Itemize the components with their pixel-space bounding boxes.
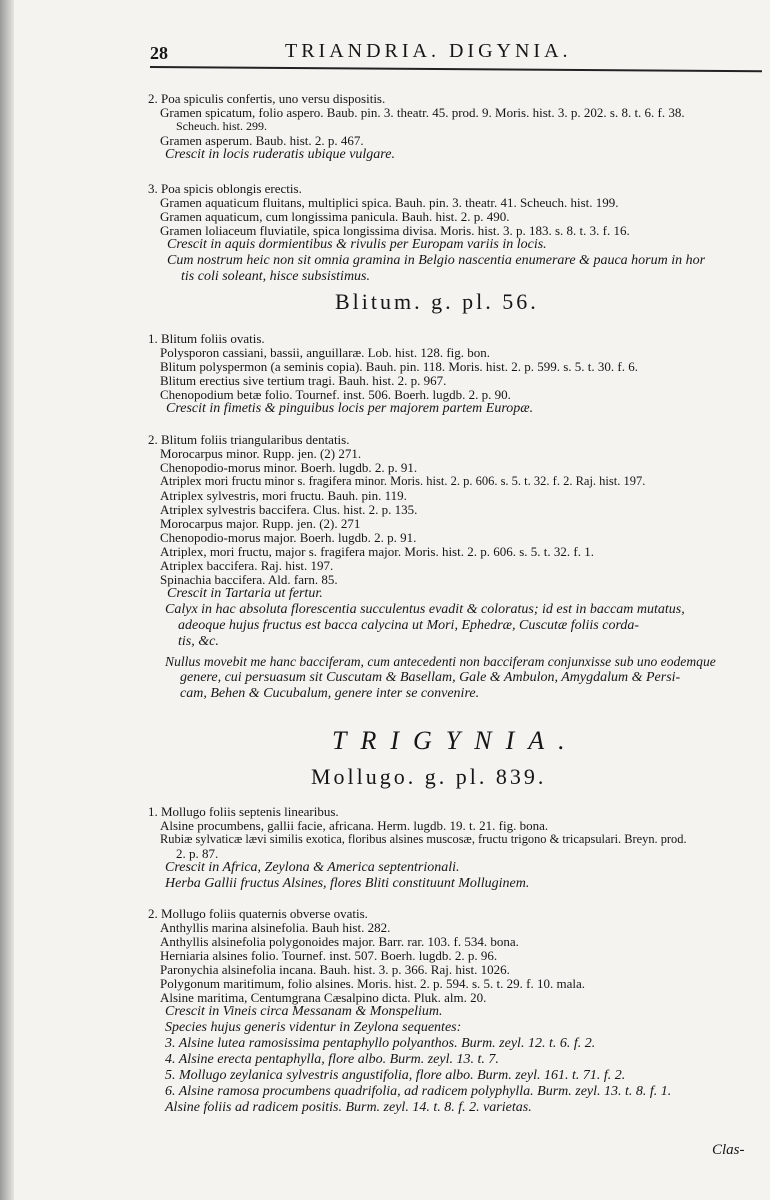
species-line: Alsine foliis ad radicem positis. Burm. zeyl. 14. t. 8. f. 2. varietas. (165, 1100, 532, 1115)
synonym-line: Morocarpus minor. Rupp. jen. (2) 271. (160, 446, 362, 461)
synonym-line: Paronychia alsinefolia incana. Bauh. hist. 3. p. 366. Raj. hist. 1026. (160, 962, 510, 977)
habitat-note: Crescit in Tartaria ut fertur. (167, 586, 323, 601)
genus-heading: Blitum. g. pl. 56. (335, 289, 539, 314)
habitat-note: Crescit in Africa, Zeylona & America septentrionali. (165, 860, 460, 875)
synonym-line: Morocarpus major. Rupp. jen. (2). 271 (160, 516, 361, 531)
commentary-line: adeoque hujus fructus est bacca calycina ut Mori, Ephedræ, Cuscutæ foliis corda- (178, 618, 640, 633)
page-edge-shadow (0, 0, 14, 1200)
commentary-line: tis, &c. (178, 634, 219, 649)
synonym-line: Alsine maritima, Centumgrana Cæsalpino dicta. Pluk. alm. 20. (160, 990, 487, 1005)
synonym-line: Chenopodio-morus major. Boerh. lugdb. 2. p. 91. (160, 530, 417, 545)
synonym-line: Scheuch. hist. 299. (176, 119, 267, 133)
synonym-line: Blitum erectius sive tertium tragi. Bauh. hist. 2. p. 967. (160, 373, 447, 388)
entry-heading: 3. Poa spicis oblongis erectis. (148, 181, 302, 196)
synonym-line: Atriplex mori fructu minor s. fragifera minor. Moris. hist. 2. p. 606. s. 5. t. 32. f. 2. Raj. hist. 197. (160, 474, 646, 488)
habitat-note: Crescit in fimetis & pinguibus locis per majorem partem Europæ. (166, 401, 534, 416)
commentary-line: Cum nostrum heic non sit omnia gramina in Belgio nascentia enumerare & pauca horum in hor (167, 253, 706, 268)
entry-heading: 2. Blitum foliis triangularibus dentatis. (148, 432, 350, 447)
species-line: 5. Mollugo zeylanica sylvestris angustifolia, flore albo. Burm. zeyl. 161. t. 71. f. 2. (165, 1068, 626, 1083)
synonym-line: Gramen aquaticum fluitans, multiplici spica. Bauh. pin. 3. theatr. 41. Scheuch. hist. 199. (160, 195, 619, 210)
synonym-line: Chenopodium betæ folio. Tournef. inst. 506. Boerh. lugdb. 2. p. 90. (160, 387, 511, 402)
synonym-line: Gramen aquaticum, cum longissima panicula. Bauh. hist. 2. p. 490. (160, 209, 510, 224)
commentary-line: Herba Gallii fructus Alsines, flores Bliti constituunt Molluginem. (165, 876, 530, 891)
habitat-note: Crescit in Vineis circa Messanam & Monspelium. (165, 1004, 443, 1019)
synonym-line: Rubiæ sylvaticæ lævi similis exotica, floribus alsines muscosæ, fructu trigono & tricapsulari. Breyn. prod. (160, 832, 687, 846)
synonym-line: Gramen loliaceum fluviatile, spica longissima divisa. Moris. hist. 3. p. 183. s. 8. t. 3. f. 16. (160, 223, 630, 238)
entry-heading: 1. Mollugo foliis septenis linearibus. (148, 804, 339, 819)
synonym-line: Chenopodio-morus minor. Boerh. lugdb. 2. p. 91. (160, 460, 418, 475)
synonym-line: Gramen spicatum, folio aspero. Baub. pin. 3. theatr. 45. prod. 9. Moris. hist. 3. p. 202. s. 8. t. 6. f. 38. (160, 105, 685, 120)
synonym-line: Atriplex sylvestris, mori fructu. Bauh. pin. 119. (160, 488, 407, 503)
header-rule (150, 66, 762, 72)
synonym-line: Gramen asperum. Baub. hist. 2. p. 467. (160, 133, 364, 148)
genus-heading: Mollugo. g. pl. 839. (311, 764, 547, 789)
commentary-line: tis coli soleant, hisce subsistimus. (181, 269, 370, 284)
synonym-line: Blitum polyspermon (a seminis copia). Bauh. pin. 118. Moris. hist. 2. p. 599. s. 5. t. 30. f. 6. (160, 359, 638, 374)
entry-heading: 1. Blitum foliis ovatis. (148, 331, 265, 346)
commentary-line: Nullus movebit me hanc bacciferam, cum antecedenti non bacciferam conjunxisse sub uno eodemque (165, 654, 716, 669)
synonym-line: Atriplex baccifera. Raj. hist. 197. (160, 558, 334, 573)
entry-heading: 2. Poa spiculis confertis, uno versu dispositis. (148, 91, 386, 106)
synonym-line: Atriplex, mori fructu, major s. fragifera major. Moris. hist. 2. p. 606. s. 5. t. 32. f. 1. (160, 544, 594, 559)
synonym-line: Herniaria alsines folio. Tournef. inst. 507. Boerh. lugdb. 2. p. 96. (160, 948, 498, 963)
order-heading: TRIGYNIA. (332, 726, 579, 755)
page-number: 28 (150, 43, 168, 63)
synonym-line: 2. p. 87. (176, 846, 219, 861)
commentary-line: Species hujus generis videntur in Zeylona sequentes: (165, 1020, 462, 1035)
synonym-line: Spinachia baccifera. Ald. farn. 85. (160, 572, 338, 587)
commentary-line: cam, Behen & Cucubalum, genere inter se convenire. (180, 686, 480, 701)
running-title: TRIANDRIA. DIGYNIA. (285, 40, 572, 62)
catchword: Clas- (712, 1142, 745, 1158)
synonym-line: Atriplex sylvestris baccifera. Clus. hist. 2. p. 135. (160, 502, 418, 517)
habitat-note: Crescit in locis ruderatis ubique vulgare. (165, 147, 395, 162)
synonym-line: Polygonum maritimum, folio alsines. Moris. hist. 2. p. 594. s. 5. t. 29. f. 10. mala. (160, 976, 586, 991)
synonym-line: Alsine procumbens, gallii facie, africana. Herm. lugdb. 19. t. 21. fig. bona. (160, 818, 549, 833)
species-line: 3. Alsine lutea ramosissima pentaphyllo polyanthos. Burm. zeyl. 12. t. 6. f. 2. (165, 1036, 596, 1051)
synonym-line: Anthyllis marina alsinefolia. Bauh hist. 282. (160, 920, 391, 935)
commentary-line: Calyx in hac absoluta florescentia succulentus evadit & coloratus; id est in baccam mutatus, (165, 602, 685, 617)
species-line: 4. Alsine erecta pentaphylla, flore albo. Burm. zeyl. 13. t. 7. (165, 1052, 499, 1067)
synonym-line: Polysporon cassiani, bassii, anguillaræ. Lob. hist. 128. fig. bon. (160, 345, 491, 360)
synonym-line: Anthyllis alsinefolia polygonoides major. Barr. rar. 103. f. 534. bona. (160, 934, 519, 949)
entry-heading: 2. Mollugo foliis quaternis obverse ovatis. (148, 906, 368, 921)
species-line: 6. Alsine ramosa procumbens quadrifolia, ad radicem polyphylla. Burm. zeyl. 13. t. 8. f. 1. (165, 1084, 672, 1099)
commentary-line: genere, cui persuasum sit Cuscutam & Basellam, Gale & Ambulon, Amygdalum & Persi- (180, 670, 681, 685)
habitat-note: Crescit in aquis dormientibus & rivulis per Europam variis in locis. (167, 237, 547, 252)
